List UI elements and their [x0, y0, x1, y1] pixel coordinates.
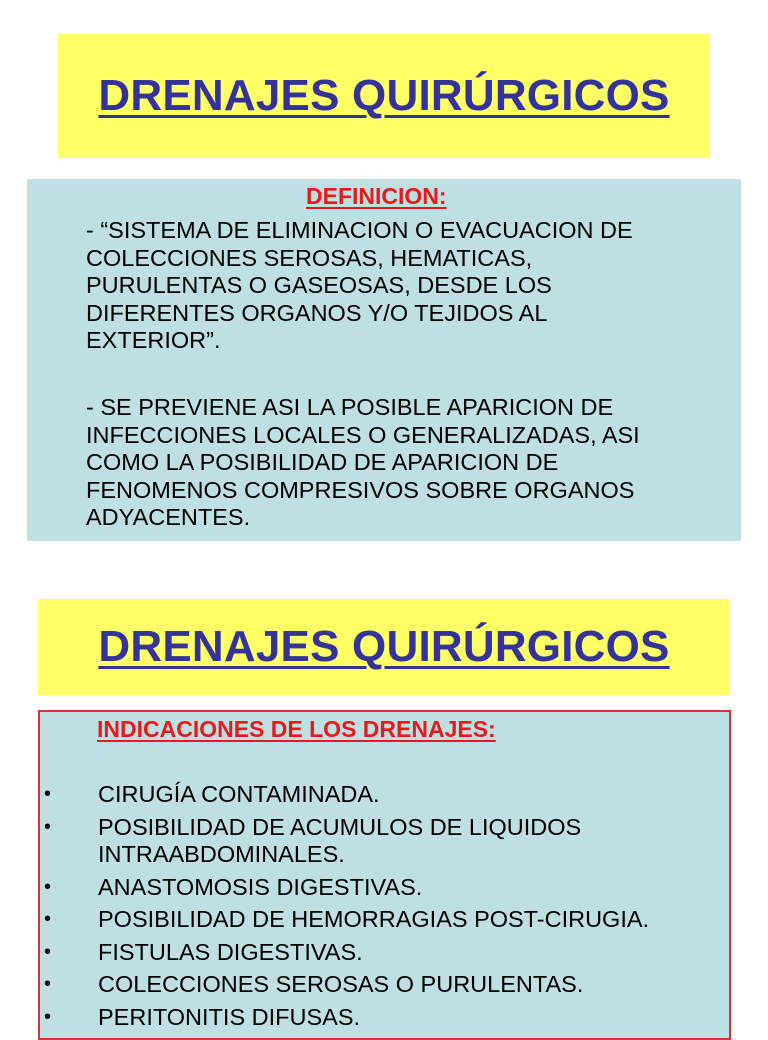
definition-panel: [27, 179, 741, 541]
bullet-icon: •: [44, 973, 52, 995]
list-item-text: COLECCIONES SEROSAS O PURULENTAS.: [98, 971, 584, 997]
list-item: [40, 781, 730, 809]
list-item-text: PERITONITIS DIFUSAS.: [98, 1003, 361, 1030]
list-item: [40, 874, 730, 902]
list-item-text: ANASTOMOSIS DIGESTIVAS.: [98, 873, 423, 900]
list-item-text: POSIBILIDAD DE ACUMULOS DE LIQUIDOS INTRAABDOMINALES.: [98, 813, 582, 867]
list-item-text: POSIBILIDAD DE HEMORRAGIAS POST-CIRUGIA.: [98, 906, 650, 932]
bullet-icon: •: [44, 815, 52, 838]
bullet-icon: •: [44, 783, 52, 805]
indications-list: [40, 781, 730, 1036]
indications-panel: [38, 710, 731, 1040]
bullet-icon: •: [44, 908, 52, 930]
bullet-icon: •: [44, 940, 52, 963]
list-item: [40, 939, 730, 967]
list-item-text: CIRUGÍA CONTAMINADA.: [98, 781, 380, 807]
list-item-text: FISTULAS DIGESTIVAS.: [98, 938, 363, 965]
prevention-paragraph: - SE PREVIENE ASI LA POSIBLE APARICION DE INFECCIONES LOCALES O GENERALIZADAS, ASI COMO LA POSIBILIDAD DE APARICION DE FENOMENOS COMPRESIVOS SOBRE ORGANOS ADYACENTES.: [86, 394, 640, 530]
indications-heading: INDICACIONES DE LOS DRENAJES:: [97, 716, 496, 742]
definition-paragraph: - “SISTEMA DE ELIMINACION O EVACUACION DE COLECCIONES SEROSAS, HEMATICAS, PURULENTAS O GASEOSAS, DESDE LOS DIFERENTES ORGANOS Y/O TEJIDOS AL EXTERIOR”.: [86, 217, 633, 353]
slide-1-title: DRENAJES QUIRÚRGICOS: [98, 71, 670, 120]
list-item: [40, 1004, 730, 1032]
slide-2-title-banner: [38, 599, 730, 695]
bullet-icon: •: [44, 1005, 52, 1028]
list-item: [40, 971, 730, 999]
slide-1-title-banner: [58, 34, 710, 158]
bullet-icon: •: [44, 875, 52, 898]
definition-heading: DEFINICION:: [306, 183, 447, 209]
list-item: [40, 906, 730, 934]
list-item: [40, 814, 730, 869]
slide-2-title: DRENAJES QUIRÚRGICOS: [98, 622, 670, 671]
